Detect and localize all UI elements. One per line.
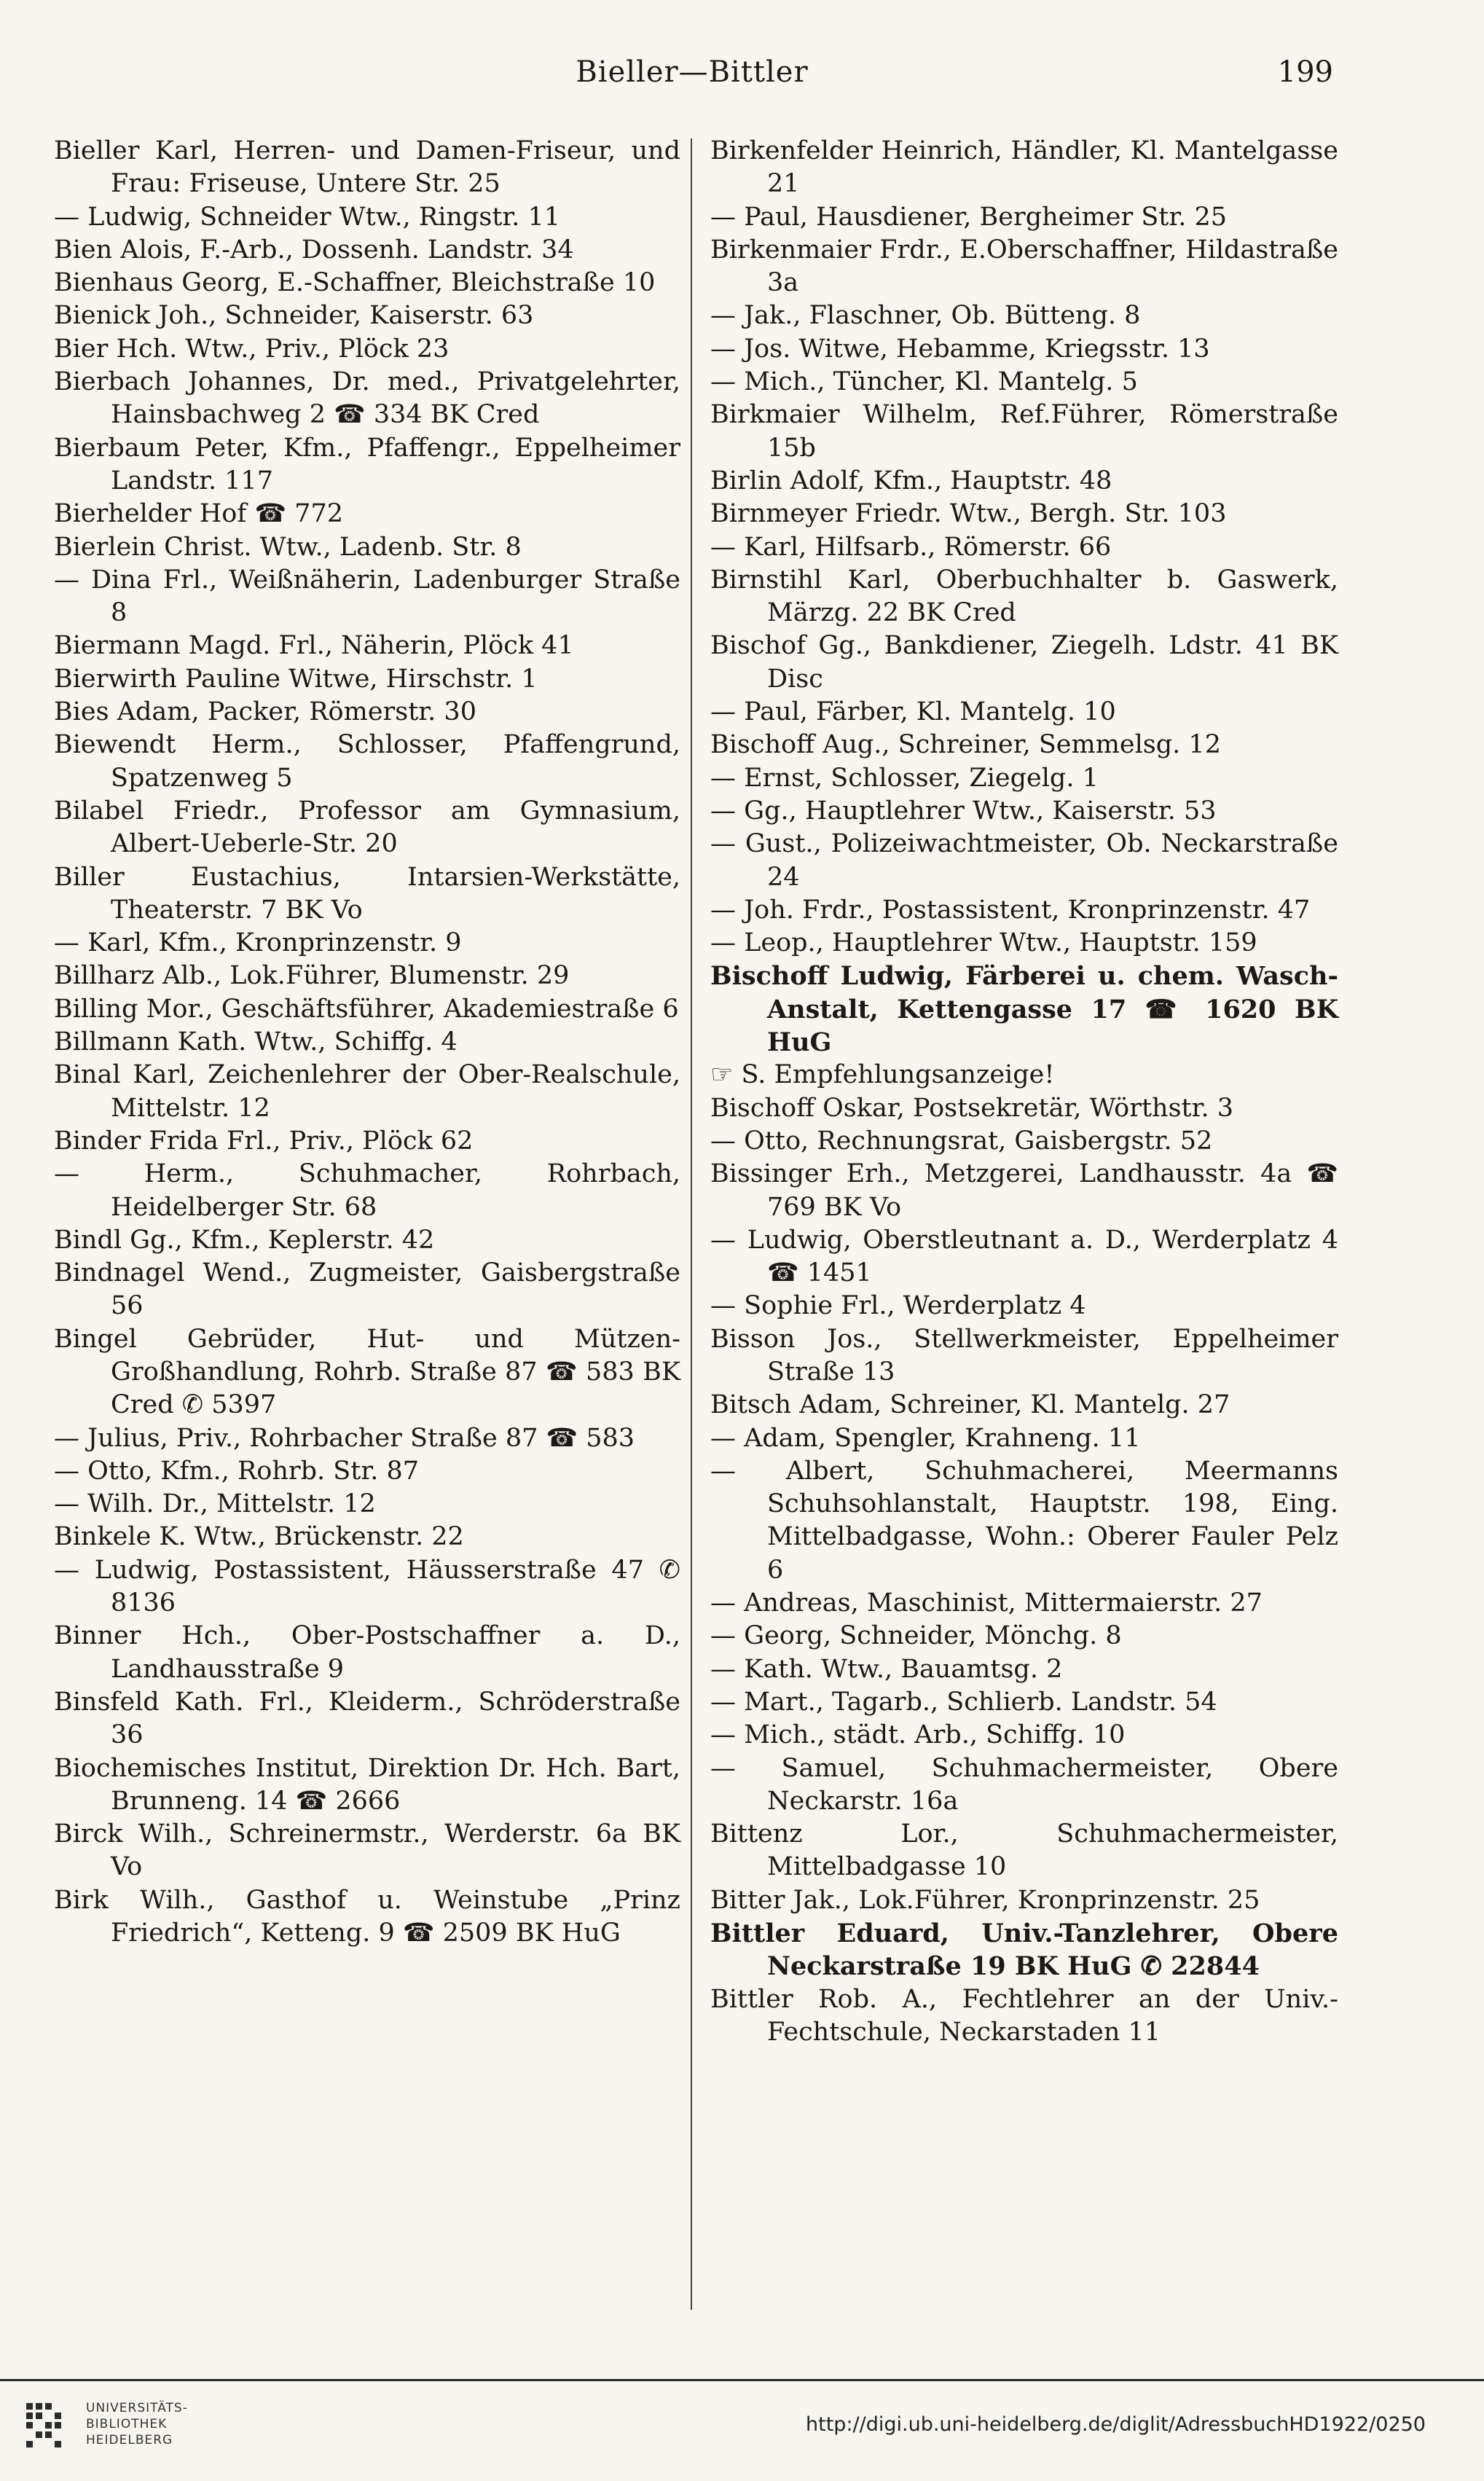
- directory-entry: Bienick Joh., Schneider, Kaiserstr. 63: [54, 301, 534, 331]
- directory-entry: Birkmaier Wilhelm, Ref.Führer, Römerstraße 15b: [710, 400, 1338, 463]
- directory-entry: — Georg, Schneider, Mönchg. 8: [710, 1621, 1122, 1651]
- directory-entry: — Ludwig, Oberstleutnant a. D., Werderplatz 4 ☎ 1451: [710, 1225, 1338, 1288]
- directory-entry: — Albert, Schuhmacherei, Meermanns Schuhsohlanstalt, Hauptstr. 198, Eing. Mittelbadgasse, Wohn.: Oberer Fauler Pelz 6: [710, 1456, 1338, 1585]
- library-logo-icon: [22, 2397, 80, 2455]
- directory-entry: — Jos. Witwe, Hebamme, Kriegsstr. 13: [710, 334, 1210, 364]
- directory-entry: — Jak., Flaschner, Ob. Bütteng. 8: [710, 301, 1141, 331]
- directory-entry: — Gg., Hauptlehrer Wtw., Kaiserstr. 53: [710, 796, 1217, 826]
- library-line: HEIDELBERG: [86, 2433, 173, 2447]
- directory-entry: Bittler Rob. A., Fechtlehrer an der Univ.-Fechtschule, Neckarstaden 11: [710, 1984, 1338, 2047]
- directory-entry: — Joh. Frdr., Postassistent, Kronprinzenstr. 47: [710, 895, 1311, 925]
- running-head: Bieller—Bittler: [576, 55, 809, 89]
- directory-entry: Bisson Jos., Stellwerkmeister, Eppelheimer Straße 13: [710, 1324, 1338, 1387]
- directory-entry: Bissinger Erh., Metzgerei, Landhausstr. 4a ☎ 769 BK Vo: [710, 1159, 1338, 1222]
- left-column: [54, 135, 680, 1950]
- directory-entry: Billharz Alb., Lok.Führer, Blumenstr. 29: [54, 961, 570, 991]
- directory-entry: — Ludwig, Schneider Wtw., Ringstr. 11: [54, 202, 561, 232]
- page-header: [51, 47, 1333, 98]
- directory-entry: — Leop., Hauptlehrer Wtw., Hauptstr. 159: [710, 928, 1257, 958]
- directory-entry: — Kath. Wtw., Bauamtsg. 2: [710, 1654, 1063, 1684]
- directory-entry: Bischoff Oskar, Postsekretär, Wörthstr. 3: [710, 1093, 1234, 1123]
- directory-entry: Birkenfelder Heinrich, Händler, Kl. Mantelgasse 21: [710, 136, 1338, 199]
- directory-entry: — Samuel, Schuhmachermeister, Obere Neckarstr. 16a: [710, 1753, 1338, 1816]
- directory-entry: — Ludwig, Postassistent, Häusserstraße 47 ✆ 8136: [54, 1555, 680, 1618]
- directory-entry: — Andreas, Maschinist, Mittermaierstr. 27: [710, 1588, 1263, 1618]
- directory-entry: Biochemisches Institut, Direktion Dr. Hch. Bart, Brunneng. 14 ☎ 2666: [54, 1753, 680, 1816]
- directory-entry: Binkele K. Wtw., Brückenstr. 22: [54, 1522, 464, 1552]
- directory-entry: Birk Wilh., Gasthof u. Weinstube „Prinz Friedrich“, Ketteng. 9 ☎ 2509 BK HuG: [54, 1885, 680, 1948]
- directory-entry: Bierlein Christ. Wtw., Ladenb. Str. 8: [54, 532, 522, 562]
- directory-entry: Bierhelder Hof ☎ 772: [54, 499, 343, 529]
- directory-entry: Bilabel Friedr., Professor am Gymnasium, Albert-Ueberle-Str. 20: [54, 796, 680, 859]
- directory-entry: — Mich., Tüncher, Kl. Mantelg. 5: [710, 367, 1138, 397]
- footer-rule: [0, 2379, 1484, 2381]
- directory-entry: Birlin Adolf, Kfm., Hauptstr. 48: [710, 466, 1112, 495]
- directory-entry: Binder Frida Frl., Priv., Plöck 62: [54, 1126, 474, 1156]
- directory-entry: Bittenz Lor., Schuhmachermeister, Mittelbadgasse 10: [710, 1819, 1338, 1882]
- directory-entry: — Herm., Schuhmacher, Rohrbach, Heidelberger Str. 68: [54, 1159, 680, 1222]
- directory-entry: Bischof Gg., Bankdiener, Ziegelh. Ldstr. 41 BK Disc: [710, 631, 1338, 694]
- directory-entry: Billing Mor., Geschäftsführer, Akademiestraße 6: [54, 994, 679, 1024]
- directory-entry: Bingel Gebrüder, Hut- und Mützen-Großhandlung, Rohrb. Straße 87 ☎ 583 BK Cred ✆ 5397: [54, 1324, 680, 1420]
- directory-entry: Bindl Gg., Kfm., Keplerstr. 42: [54, 1225, 435, 1255]
- directory-entry: Birck Wilh., Schreinermstr., Werderstr. 6a BK Vo: [54, 1819, 680, 1882]
- directory-entry: Bies Adam, Packer, Römerstr. 30: [54, 697, 476, 727]
- directory-entry: — Gust., Polizeiwachtmeister, Ob. Neckarstraße 24: [710, 829, 1338, 892]
- directory-entry: — Karl, Kfm., Kronprinzenstr. 9: [54, 928, 462, 958]
- directory-entry: Birnstihl Karl, Oberbuchhalter b. Gaswerk, Märzg. 22 BK Cred: [710, 565, 1338, 628]
- directory-entry: Birkenmaier Frdr., E.Oberschaffner, Hildastraße 3a: [710, 235, 1338, 298]
- directory-entry: — Mich., städt. Arb., Schiffg. 10: [710, 1720, 1126, 1750]
- page-number: 199: [1277, 55, 1333, 89]
- directory-entry: Bischoff Aug., Schreiner, Semmelsg. 12: [710, 730, 1221, 760]
- column-divider: [691, 138, 692, 2310]
- directory-entry: Bienhaus Georg, E.-Schaffner, Bleichstraße 10: [54, 268, 656, 298]
- library-line: BIBLIOTHEK: [86, 2417, 168, 2431]
- directory-entry: — Mart., Tagarb., Schlierb. Landstr. 54: [710, 1687, 1217, 1717]
- directory-entry: Biller Eustachius, Intarsien-Werkstätte, Theaterstr. 7 BK Vo: [54, 862, 680, 925]
- directory-entry: Bittler Eduard, Univ.-Tanzlehrer, Obere Neckarstraße 19 BK HuG ✆ 22844: [710, 1918, 1338, 1982]
- directory-entry: — Dina Frl., Weißnäherin, Ladenburger Straße 8: [54, 565, 680, 628]
- directory-entry: — Adam, Spengler, Krahneng. 11: [710, 1423, 1141, 1453]
- directory-entry: — Otto, Rechnungsrat, Gaisbergstr. 52: [710, 1126, 1213, 1156]
- directory-entry: — Karl, Hilfsarb., Römerstr. 66: [710, 532, 1112, 562]
- directory-entry: Birnmeyer Friedr. Wtw., Bergh. Str. 103: [710, 499, 1227, 529]
- directory-entry: Bien Alois, F.-Arb., Dossenh. Landstr. 34: [54, 235, 574, 264]
- directory-entry: Bier Hch. Wtw., Priv., Plöck 23: [54, 334, 449, 364]
- directory-entry: — Julius, Priv., Rohrbacher Straße 87 ☎ 583: [54, 1423, 635, 1453]
- directory-entry: Bindnagel Wend., Zugmeister, Gaisbergstraße 56: [54, 1258, 680, 1321]
- directory-entry: — Otto, Kfm., Rohrb. Str. 87: [54, 1456, 420, 1486]
- source-url: http://digi.ub.uni-heidelberg.de/diglit/AdressbuchHD1922/0250: [806, 2413, 1426, 2436]
- directory-entry: — Sophie Frl., Werderplatz 4: [710, 1291, 1086, 1321]
- directory-entry: Bitsch Adam, Schreiner, Kl. Mantelg. 27: [710, 1390, 1230, 1420]
- right-column: [710, 135, 1338, 2049]
- directory-entry: Binner Hch., Ober-Postschaffner a. D., Landhausstraße 9: [54, 1621, 680, 1684]
- directory-entry: — Wilh. Dr., Mittelstr. 12: [54, 1489, 376, 1519]
- directory-entry: Bieller Karl, Herren- und Damen-Friseur, und Frau: Friseuse, Untere Str. 25: [54, 136, 680, 199]
- directory-entry: — Paul, Färber, Kl. Mantelg. 10: [710, 697, 1116, 727]
- directory-entry: Bierbaum Peter, Kfm., Pfaffengr., Eppelheimer Landstr. 117: [54, 433, 680, 495]
- library-name: [86, 2400, 188, 2448]
- directory-entry: ☞ S. Empfehlungsanzeige!: [710, 1060, 1055, 1090]
- directory-entry: Biermann Magd. Frl., Näherin, Plöck 41: [54, 631, 574, 661]
- directory-entry: Bitter Jak., Lok.Führer, Kronprinzenstr. 25: [710, 1885, 1260, 1915]
- directory-entry: Binal Karl, Zeichenlehrer der Ober-Realschule, Mittelstr. 12: [54, 1060, 680, 1123]
- directory-entry: Bierwirth Pauline Witwe, Hirschstr. 1: [54, 664, 538, 694]
- directory-entry: Bierbach Johannes, Dr. med., Privatgelehrter, Hainsbachweg 2 ☎ 334 BK Cred: [54, 367, 680, 430]
- directory-entry: Binsfeld Kath. Frl., Kleiderm., Schröderstraße 36: [54, 1687, 680, 1750]
- directory-entry: Biewendt Herm., Schlosser, Pfaffengrund, Spatzenweg 5: [54, 730, 680, 793]
- directory-entry: Billmann Kath. Wtw., Schiffg. 4: [54, 1027, 458, 1057]
- directory-entry: Bischoff Ludwig, Färberei u. chem. Wasch-Anstalt, Kettengasse 17 ☎ 1620 BK HuG: [710, 961, 1338, 1058]
- library-line: UNIVERSITÄTS-: [86, 2401, 188, 2415]
- directory-entry: — Ernst, Schlosser, Ziegelg. 1: [710, 763, 1099, 793]
- directory-entry: — Paul, Hausdiener, Bergheimer Str. 25: [710, 202, 1228, 232]
